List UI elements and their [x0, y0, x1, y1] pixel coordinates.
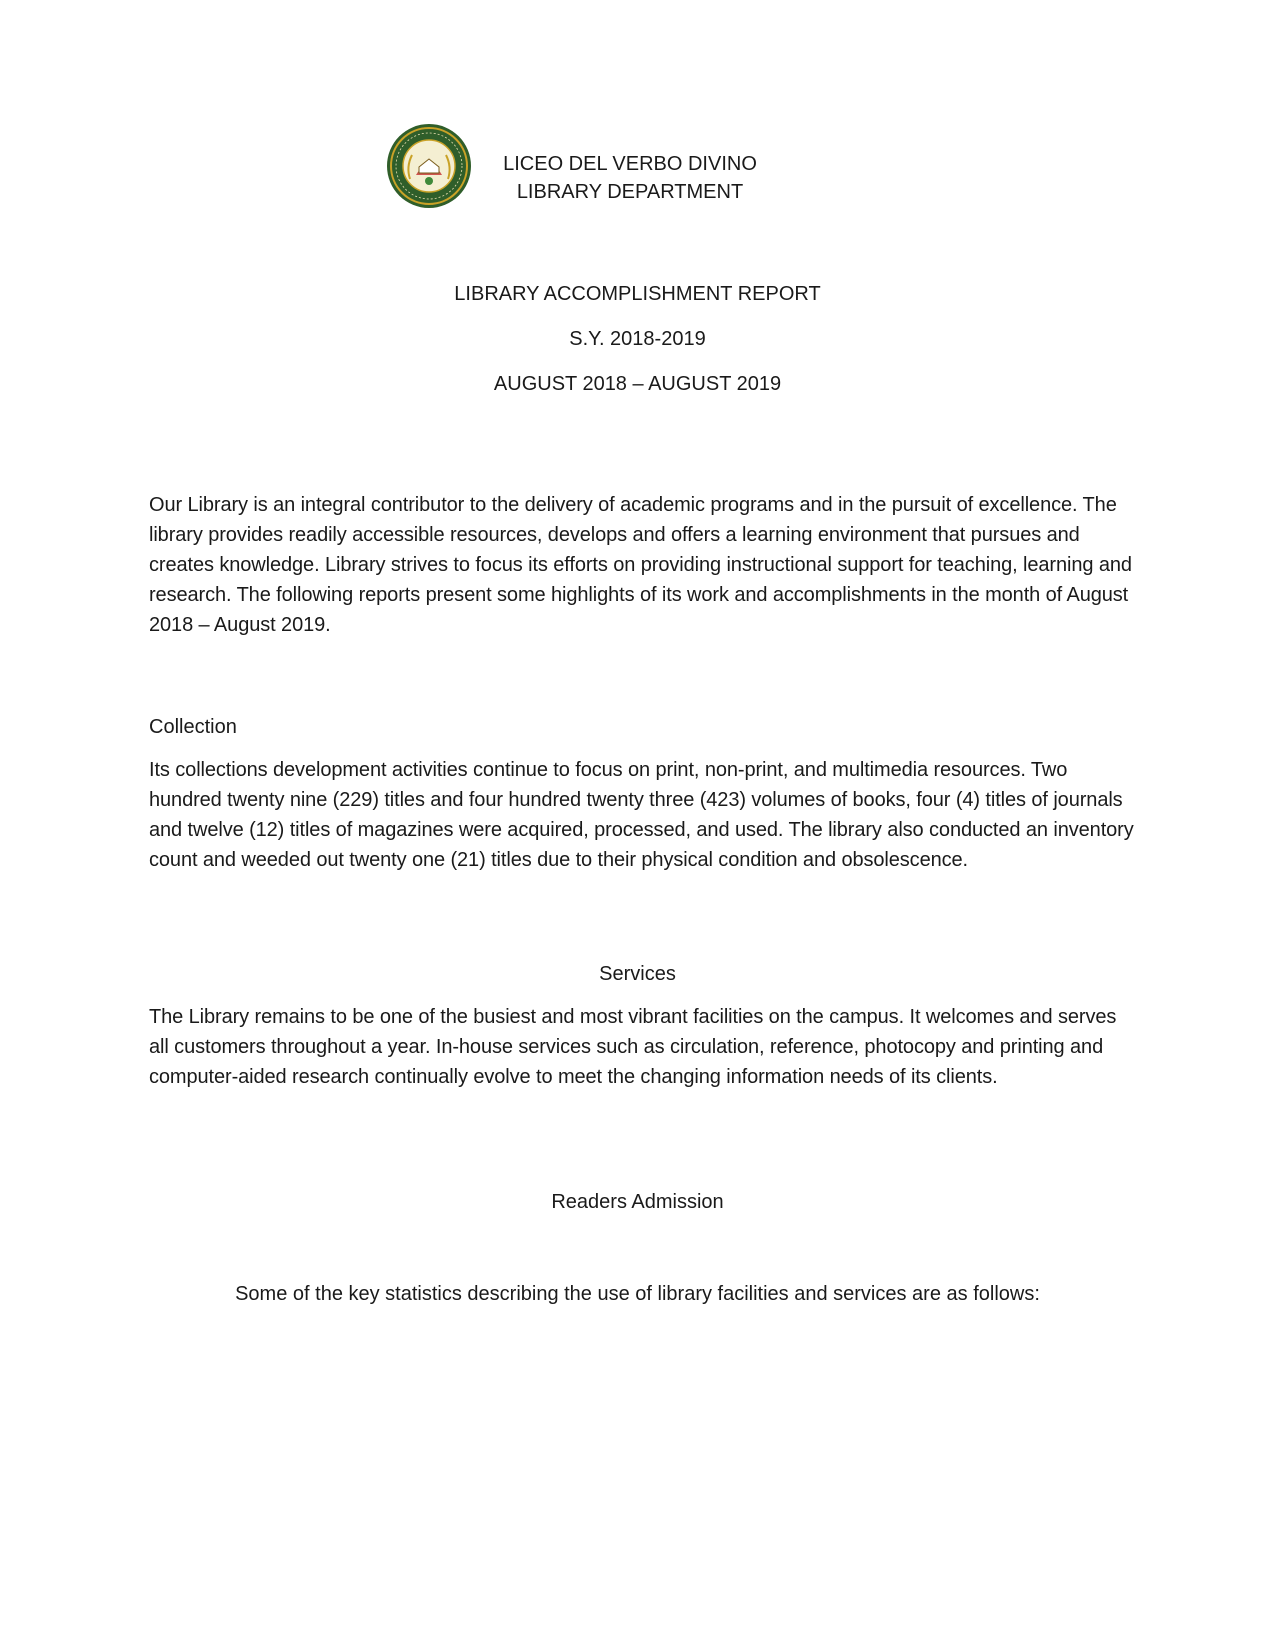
services-heading: Services [599, 963, 676, 985]
school-seal-logo [386, 123, 472, 209]
header-organization [480, 150, 780, 206]
collection-heading: Collection [149, 716, 237, 738]
school-year: S.Y. 2018-2019 [569, 328, 706, 350]
collection-paragraph: Its collections development activities continue to focus on print, non-print, and multimedia resources. Two hundred twenty nine (229) titles and four hundred twenty three (423) volumes of books, four (4) titles of journals and twelve (12) titles of magazines were acquired, processed, and used. The library also conducted an inventory count and weeded out twenty one (21) titles due to their physical condition and obsolescence. [149, 759, 1134, 871]
statistics-intro: Some of the key statistics describing the use of library facilities and services are as follows: [235, 1283, 1040, 1305]
intro-paragraph: Our Library is an integral contributor to the delivery of academic programs and in the pursuit of excellence. The library provides readily accessible resources, develops and offers a learning environment that pursues and creates knowledge. Library strives to focus its efforts on providing instructional support for teaching, learning and research. The following reports present some highlights of its work and accomplishments in the month of August 2018 – August 2019. [149, 494, 1132, 636]
org-name: LICEO DEL VERBO DIVINO [503, 153, 757, 175]
readers-admission-heading: Readers Admission [551, 1191, 724, 1213]
report-period: AUGUST 2018 – AUGUST 2019 [493, 373, 782, 395]
services-paragraph: The Library remains to be one of the busiest and most vibrant facilities on the campus. It welcomes and serves all customers throughout a year. In-house services such as circulation, reference, photocopy and printing and computer-aided research continually evolve to meet the changing information needs of its clients. [149, 1006, 1117, 1088]
report-title: LIBRARY ACCOMPLISHMENT REPORT [454, 283, 821, 305]
department-name: LIBRARY DEPARTMENT [516, 181, 744, 203]
